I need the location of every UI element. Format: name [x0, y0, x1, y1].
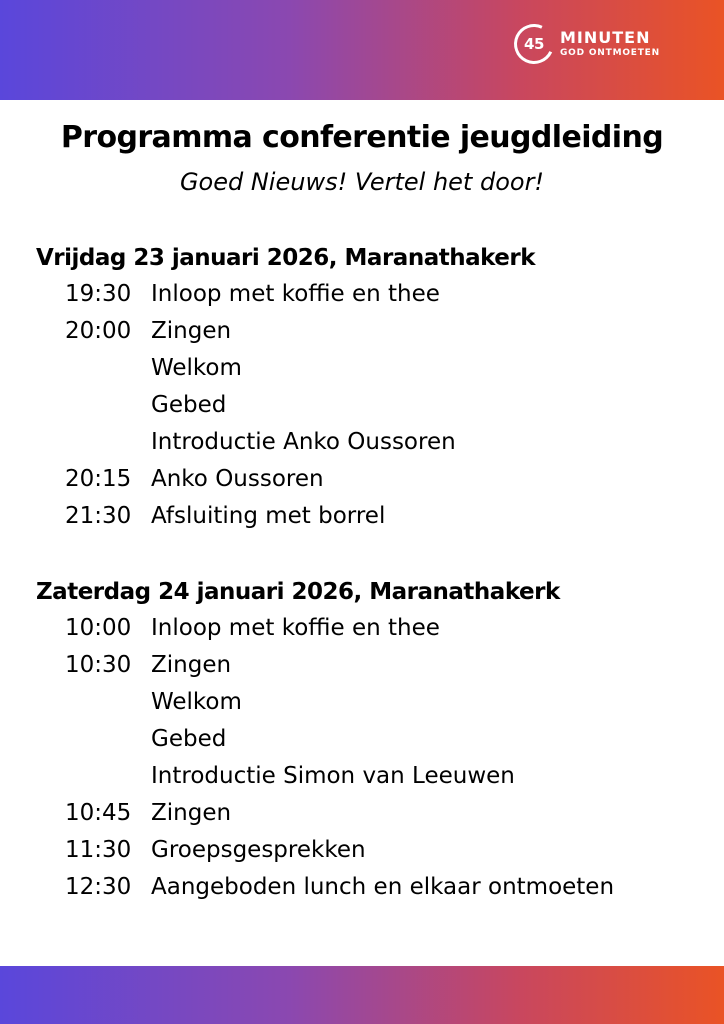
slot-activity: Groepsgesprekken — [151, 837, 366, 863]
slot-time: 10:00 — [65, 615, 132, 641]
page-title: Programma conferentie jeugdleiding — [60, 120, 664, 155]
slot-time: 11:30 — [65, 837, 132, 863]
schedule-row — [36, 276, 716, 313]
slot-activity: Zingen — [151, 652, 232, 678]
footer-band — [0, 966, 724, 1024]
logo-name: MINUTEN — [560, 28, 651, 47]
schedule-row — [36, 313, 716, 461]
logo-number: 45 — [524, 35, 544, 53]
schedule-row — [36, 647, 716, 795]
slot-activity: Aangeboden lunch en elkaar ontmoeten — [151, 874, 615, 900]
slot-time: 21:30 — [65, 503, 132, 529]
slot-activity: Inloop met koffie en thee — [151, 281, 440, 307]
slot-activity: Zingen — [151, 318, 232, 344]
slot-activity: Welkom — [151, 355, 242, 381]
slot-activity: Gebed — [151, 392, 227, 418]
logo — [514, 24, 660, 64]
slot-activity: Introductie Anko Oussoren — [151, 429, 456, 455]
header-band — [0, 0, 724, 100]
schedule-row — [36, 610, 716, 647]
slot-time: 10:45 — [65, 800, 132, 826]
day-heading: Zaterdag 24 januari 2026, Maranathakerk — [36, 579, 560, 605]
slot-activity: Anko Oussoren — [151, 466, 324, 492]
logo-tagline: GOD ONTMOETEN — [560, 48, 660, 58]
page-subtitle: Goed Nieuws! Vertel het door! — [179, 168, 545, 196]
slot-time: 20:00 — [65, 318, 132, 344]
slot-time: 12:30 — [65, 874, 132, 900]
slot-time: 20:15 — [65, 466, 132, 492]
slot-activity: Zingen — [151, 800, 232, 826]
slot-activity: Afsluiting met borrel — [151, 503, 386, 529]
schedule-row — [36, 795, 716, 832]
slot-time: 10:30 — [65, 652, 132, 678]
logo-text — [560, 30, 660, 58]
slot-activity: Welkom — [151, 689, 242, 715]
clock-circle-icon — [508, 18, 559, 69]
schedule-row — [36, 832, 716, 869]
day-heading: Vrijdag 23 januari 2026, Maranathakerk — [36, 245, 536, 271]
schedule-row — [36, 461, 716, 498]
slot-time: 19:30 — [65, 281, 132, 307]
day-saturday — [36, 574, 716, 906]
slot-activity: Inloop met koffie en thee — [151, 615, 440, 641]
schedule-row — [36, 869, 716, 906]
slot-activity: Gebed — [151, 726, 227, 752]
schedule-row — [36, 498, 716, 535]
day-friday — [36, 240, 716, 535]
slot-activity: Introductie Simon van Leeuwen — [151, 763, 515, 789]
